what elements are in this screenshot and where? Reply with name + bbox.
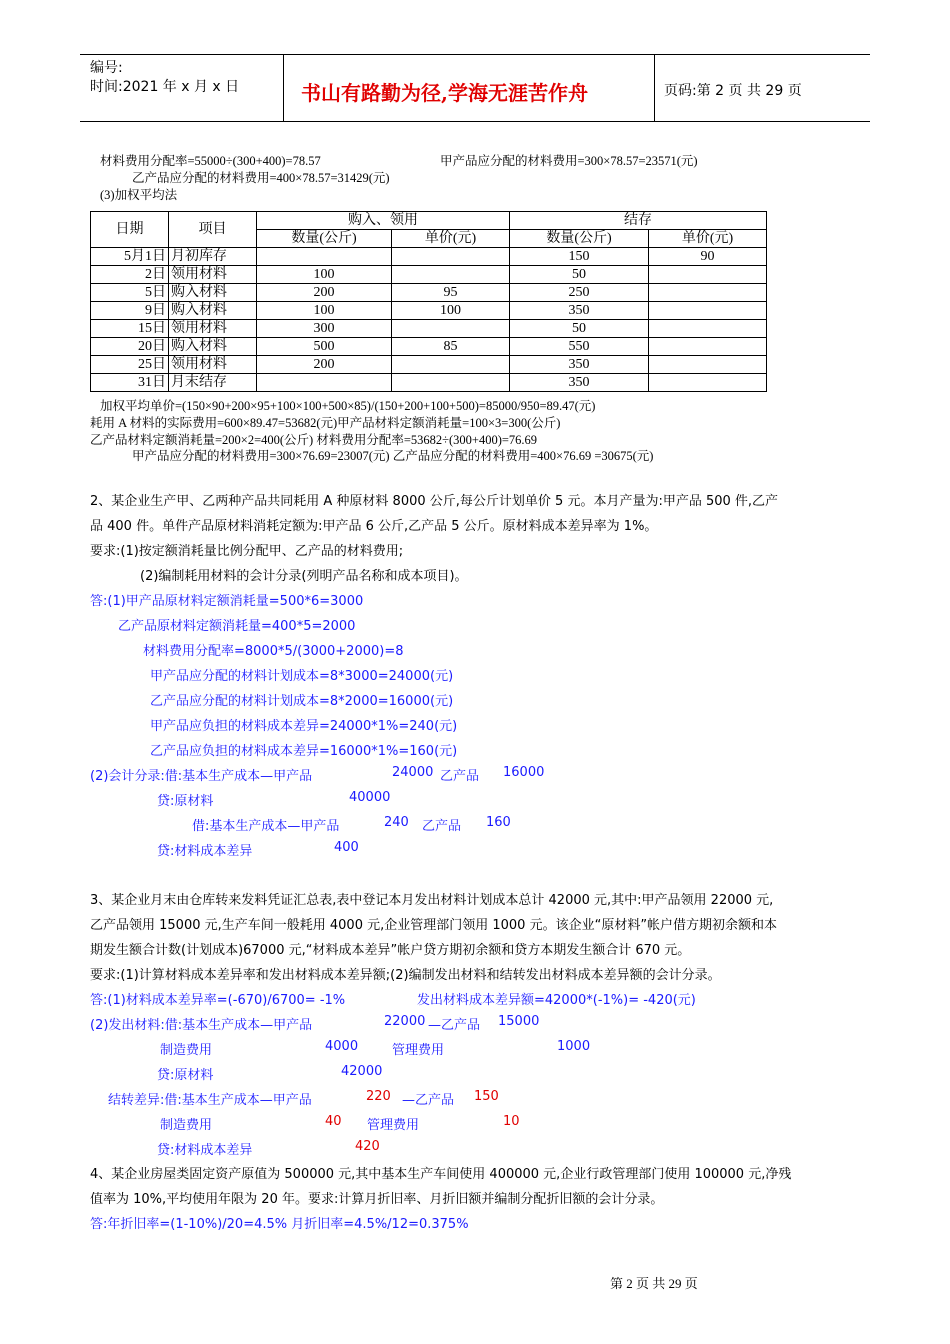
text-line: 乙产品材料定额消耗量=200×2=400(公斤) 材料费用分配率=53682÷(300+400)=76.69 <box>90 433 538 447</box>
row-qty <box>257 248 392 266</box>
row-qty: 100 <box>257 266 392 284</box>
header-date: 日期 <box>91 212 169 248</box>
entry-line: 乙产品 <box>440 769 480 784</box>
header-motto: 书山有路勤为径,学海无涯苦作舟 <box>301 81 588 105</box>
row-date: 2日 <box>91 266 169 284</box>
row-qty: 100 <box>257 302 392 320</box>
entry-amount: 4000 <box>325 1039 359 1054</box>
row-balance-price <box>649 266 767 284</box>
row-date: 31日 <box>91 374 169 392</box>
page-footer: 第 2 页 共 29 页 <box>610 1276 698 1291</box>
entry-line: —乙产品 <box>428 1018 481 1033</box>
header-balance-qty: 数量(公斤) <box>510 230 649 248</box>
row-balance-qty: 150 <box>510 248 649 266</box>
row-item: 购入材料 <box>169 284 257 302</box>
row-date: 15日 <box>91 320 169 338</box>
entry-amount: 1000 <box>557 1039 591 1054</box>
answer-line: 答:年折旧率=(1-10%)/20=4.5% 月折旧率=4.5%/12=0.375% <box>90 1217 469 1232</box>
row-balance-price <box>649 356 767 374</box>
entry-line: 贷:原材料 <box>157 794 214 809</box>
row-price <box>392 266 510 284</box>
question-text: 品 400 件。单件产品原材料消耗定额为:甲产品 6 公斤,乙产品 5 公斤。原材料成本差异率为 1%。 <box>90 519 658 534</box>
row-qty <box>257 374 392 392</box>
row-item: 月初库存 <box>169 248 257 266</box>
row-price <box>392 248 510 266</box>
table-row <box>91 374 767 392</box>
entry-amount: 16000 <box>503 765 545 780</box>
question-text: (2)编制耗用材料的会计分录(列明产品名称和成本项目)。 <box>140 569 468 584</box>
row-qty: 200 <box>257 284 392 302</box>
question-text: 期发生额合计数(计划成本)67000 元,“材料成本差异”帐户贷方期初余额和贷方本期发生额合计 670 元。 <box>90 943 691 958</box>
table-row <box>91 338 767 356</box>
header-balance-price: 单价(元) <box>649 230 767 248</box>
entry-line: 管理费用 <box>367 1118 420 1133</box>
row-price <box>392 356 510 374</box>
question-text: 4、某企业房屋类固定资产原值为 500000 元,其中基本生产车间使用 400000 元,企业行政管理部门使用 100000 元,净残 <box>90 1167 792 1182</box>
entry-amount: 42000 <box>341 1064 383 1079</box>
row-date: 5月1日 <box>91 248 169 266</box>
table-row <box>91 356 767 374</box>
row-qty: 500 <box>257 338 392 356</box>
header-item: 项目 <box>169 212 257 248</box>
header-balance: 结存 <box>510 212 767 230</box>
row-balance-price <box>649 374 767 392</box>
question-text: 要求:(1)计算材料成本差异率和发出材料成本差异额;(2)编制发出材料和结转发出材料成本差异额的会计分录。 <box>90 968 721 983</box>
row-item: 月末结存 <box>169 374 257 392</box>
answer-line: 乙产品应分配的材料计划成本=8*2000=16000(元) <box>150 694 454 709</box>
section-heading: (3)加权平均法 <box>100 188 178 202</box>
row-item: 购入材料 <box>169 302 257 320</box>
entry-line: 贷:原材料 <box>157 1068 214 1083</box>
row-balance-qty: 350 <box>510 356 649 374</box>
text-line: 加权平均单价=(150×90+200×95+100×100+500×85)/(150+200+100+500)=85000/950=89.47(元) <box>100 399 596 413</box>
answer-line: 答:(1)材料成本差异率=(-670)/6700= -1% <box>90 993 346 1008</box>
answer-line: 乙产品应负担的材料成本差异=16000*1%=160(元) <box>150 744 458 759</box>
row-price <box>392 320 510 338</box>
answer-line: 乙产品原材料定额消耗量=400*5=2000 <box>118 619 356 634</box>
question-text: 2、某企业生产甲、乙两种产品共同耗用 A 种原材料 8000 公斤,每公斤计划单价 5 元。本月产量为:甲产品 500 件,乙产 <box>90 494 779 509</box>
row-balance-price <box>649 338 767 356</box>
entry-amount: 240 <box>384 815 409 830</box>
entry-amount: 24000 <box>392 765 434 780</box>
row-item: 领用材料 <box>169 356 257 374</box>
row-balance-qty: 50 <box>510 320 649 338</box>
entry-amount: 22000 <box>384 1014 426 1029</box>
answer-line: 发出材料成本差异额=42000*(-1%)= -420(元) <box>417 993 696 1008</box>
row-balance-qty: 550 <box>510 338 649 356</box>
row-balance-price: 90 <box>649 248 767 266</box>
entry-line: —乙产品 <box>402 1093 455 1108</box>
entry-line: (2)发出材料:借:基本生产成本—甲产品 <box>90 1018 313 1033</box>
header-qty: 数量(公斤) <box>257 230 392 248</box>
table-row <box>91 320 767 338</box>
entry-line: 借:基本生产成本—甲产品 <box>192 819 340 834</box>
entry-amount: 40 <box>325 1114 342 1129</box>
entry-line: 贷:材料成本差异 <box>157 844 253 859</box>
row-balance-price <box>649 302 767 320</box>
entry-line: 结转差异:借:基本生产成本—甲产品 <box>108 1093 312 1108</box>
text-line: 甲产品应分配的材料费用=300×76.69=23007(元) 乙产品应分配的材料费用=400×76.69 =30675(元) <box>132 449 654 463</box>
entry-line: 管理费用 <box>392 1043 445 1058</box>
entry-line: 贷:材料成本差异 <box>157 1143 253 1158</box>
table-row <box>91 266 767 284</box>
entry-amount: 220 <box>366 1089 391 1104</box>
doc-number-label: 编号: <box>90 60 123 76</box>
header-divider <box>654 54 655 121</box>
row-balance-qty: 350 <box>510 374 649 392</box>
row-date: 25日 <box>91 356 169 374</box>
entry-line: 制造费用 <box>160 1118 213 1133</box>
header-in-out: 购入、领用 <box>257 212 510 230</box>
answer-line: 甲产品应负担的材料成本差异=24000*1%=240(元) <box>150 719 458 734</box>
row-balance-qty: 350 <box>510 302 649 320</box>
row-balance-qty: 250 <box>510 284 649 302</box>
entry-amount: 40000 <box>349 790 391 805</box>
text-line: 甲产品应分配的材料费用=300×78.57=23571(元) <box>440 154 698 168</box>
row-date: 20日 <box>91 338 169 356</box>
text-line: 乙产品应分配的材料费用=400×78.57=31429(元) <box>132 171 390 185</box>
header-divider <box>283 54 284 121</box>
row-price: 85 <box>392 338 510 356</box>
entry-amount: 15000 <box>498 1014 540 1029</box>
doc-time-label: 时间:2021 年 x 月 x 日 <box>90 79 240 95</box>
question-text: 要求:(1)按定额消耗量比例分配甲、乙产品的材料费用; <box>90 544 404 559</box>
row-price <box>392 374 510 392</box>
row-date: 9日 <box>91 302 169 320</box>
row-item: 购入材料 <box>169 338 257 356</box>
table-header-row <box>91 212 767 230</box>
text-line: 耗用 A 材料的实际费用=600×89.47=53682(元)甲产品材料定额消耗量=100×3=300(公斤) <box>90 416 561 430</box>
header-top-rule <box>80 54 870 55</box>
header-bottom-rule <box>80 121 870 122</box>
row-date: 5日 <box>91 284 169 302</box>
row-item: 领用材料 <box>169 320 257 338</box>
table-row <box>91 284 767 302</box>
table-row <box>91 248 767 266</box>
entry-amount: 150 <box>474 1089 499 1104</box>
row-qty: 300 <box>257 320 392 338</box>
entry-amount: 400 <box>334 840 359 855</box>
entry-amount: 160 <box>486 815 511 830</box>
text-line: 材料费用分配率=55000÷(300+400)=78.57 <box>100 154 321 168</box>
header-price: 单价(元) <box>392 230 510 248</box>
table-row <box>91 302 767 320</box>
inventory-table <box>90 211 767 392</box>
entry-amount: 10 <box>503 1114 520 1129</box>
row-balance-price <box>649 284 767 302</box>
answer-line: 甲产品应分配的材料计划成本=8*3000=24000(元) <box>150 669 454 684</box>
row-price: 100 <box>392 302 510 320</box>
question-text: 3、某企业月末由仓库转来发料凭证汇总表,表中登记本月发出材料计划成本总计 42000 元,其中:甲产品领用 22000 元, <box>90 893 774 908</box>
entry-line: 乙产品 <box>422 819 462 834</box>
entry-line: (2)会计分录:借:基本生产成本—甲产品 <box>90 769 313 784</box>
row-qty: 200 <box>257 356 392 374</box>
row-balance-qty: 50 <box>510 266 649 284</box>
entry-amount: 420 <box>355 1139 380 1154</box>
entry-line: 制造费用 <box>160 1043 213 1058</box>
row-price: 95 <box>392 284 510 302</box>
row-item: 领用材料 <box>169 266 257 284</box>
row-balance-price <box>649 320 767 338</box>
header-page-info: 页码:第 2 页 共 29 页 <box>664 83 802 99</box>
question-text: 乙产品领用 15000 元,生产车间一般耗用 4000 元,企业管理部门领用 1000 元。该企业“原材料”帐户借方期初余额和本 <box>90 918 778 933</box>
question-text: 值率为 10%,平均使用年限为 20 年。要求:计算月折旧率、月折旧额并编制分配折旧额的会计分录。 <box>90 1192 664 1207</box>
answer-line: 答:(1)甲产品原材料定额消耗量=500*6=3000 <box>90 594 364 609</box>
answer-line: 材料费用分配率=8000*5/(3000+2000)=8 <box>143 644 404 659</box>
